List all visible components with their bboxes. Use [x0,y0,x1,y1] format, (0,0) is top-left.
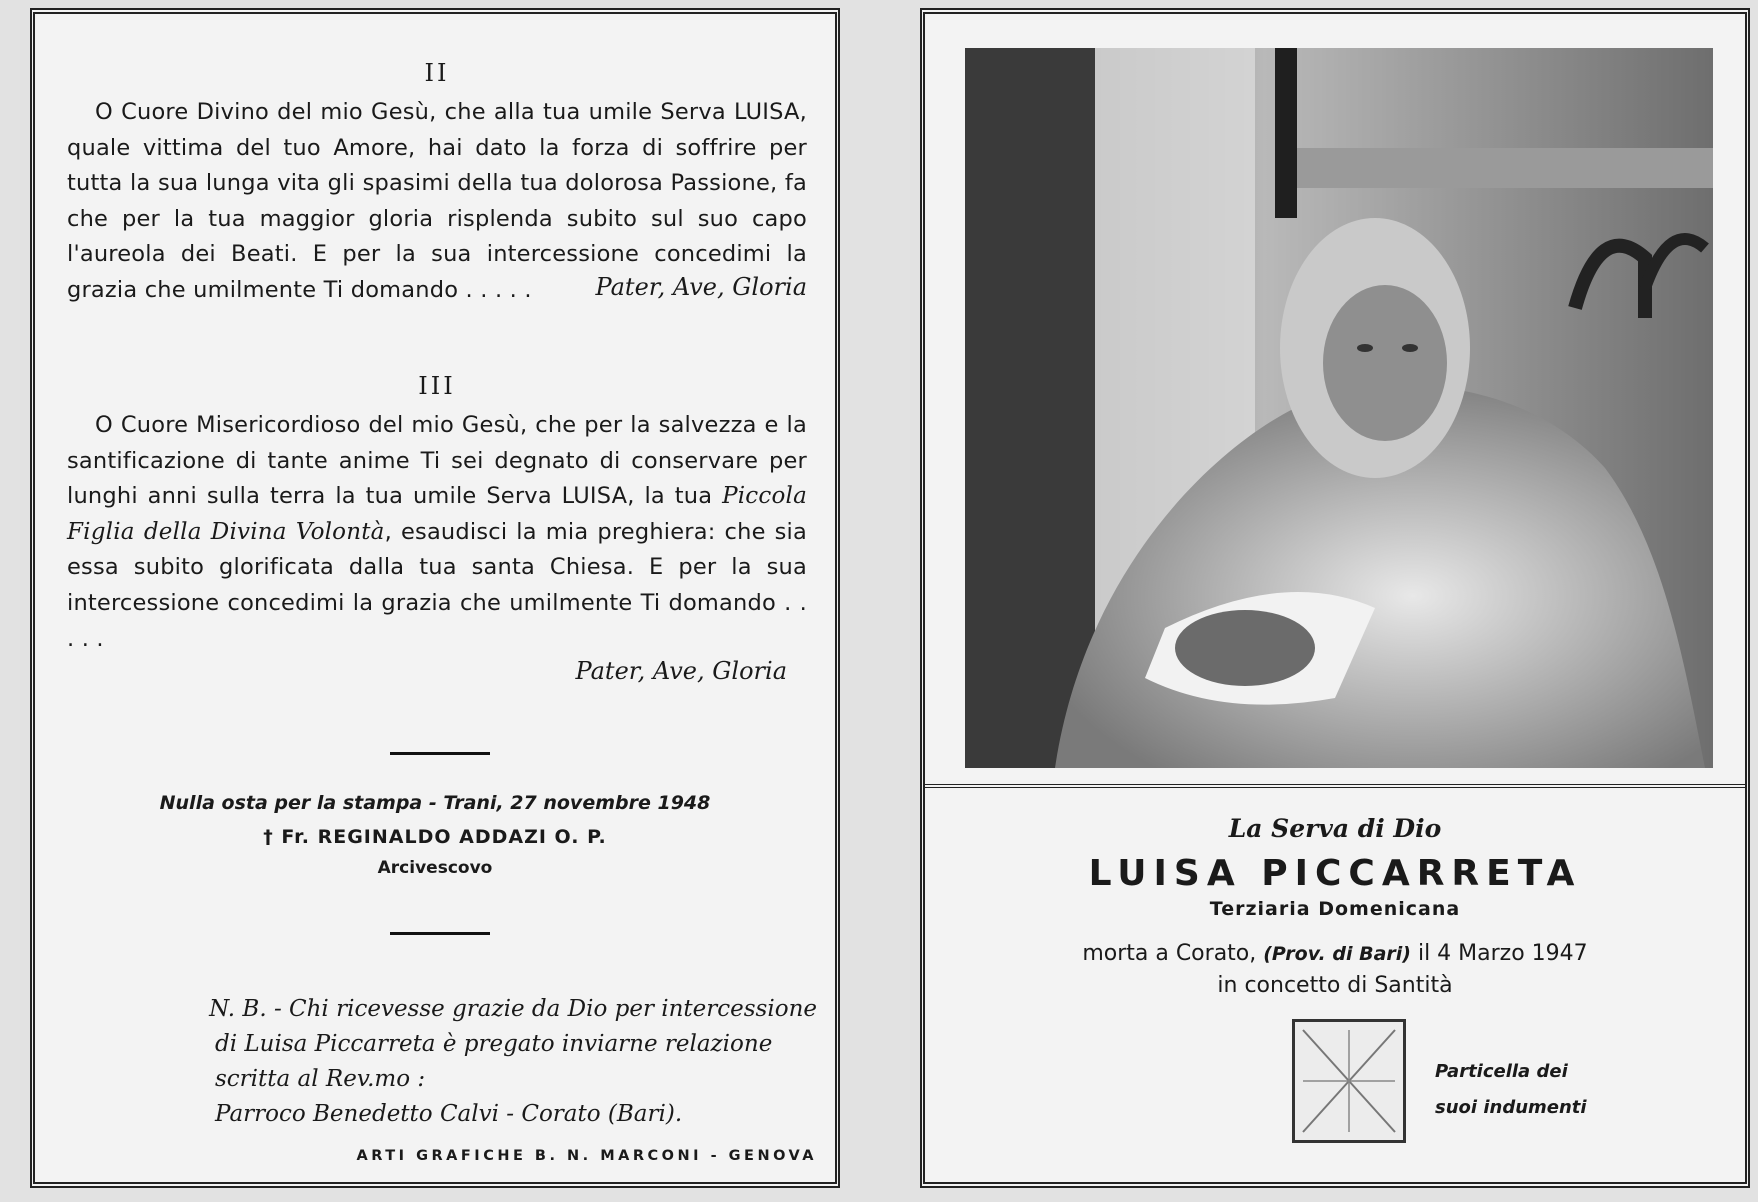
imprimatur [65,792,805,878]
relic-caption-line-2: suoi indumenti [1435,1097,1587,1118]
relic-cross-icon [1295,1022,1403,1140]
prayer-3-italic-phrase: Piccola Figlia della Divina Volontà [67,483,807,545]
prayer-3-text-before: O Cuore Misericordioso del mio Gesù, che per la salvezza e la santificazione di tante anime Ti sei degnato di conservare per lunghi anni sulla terra la tua umile Serva LUISA, la tua [67,412,807,510]
heading-serva: La Serva di Dio [1228,814,1442,843]
relic-caption [1435,1054,1587,1126]
nota-bene-line-3: Parroco Benedetto Calvi - Corato (Bari). [215,1101,683,1127]
printer-credit: ARTI GRAFICHE B. N. MARCONI - GENOVA [356,1148,817,1164]
relic-caption-line-1: Particella dei [1435,1061,1568,1082]
death-text-a: morta a Corato, [1082,941,1264,966]
left-card-page [30,8,840,1188]
religious-order: Terziaria Domenicana [1209,898,1461,920]
divider-rule-bottom [390,932,490,935]
archbishop-title: Arcivescovo [377,858,493,878]
right-card-page [920,8,1750,1188]
nota-bene-line-2: di Luisa Piccarreta è pregato inviarne relazione scritta al Rev.mo : [215,1031,773,1092]
death-text-date: il 4 Marzo 1947 [1410,941,1588,966]
prayer-3-text-after: , esaudisci la mia preghiera: che sia essa subito glorificata dalla tua santa Chiesa. E per la sua intercessione concedimi la grazia che umilmente Ti domando . . . . . [67,518,808,652]
prayer-2-numeral: II [424,59,450,87]
prayer-3-closing: Pater, Ave, Gloria [575,657,787,686]
subject-name: LUISA PICCARRETA [1088,853,1582,894]
portrait-photo [965,48,1713,768]
prayer-3-numeral: III [418,372,456,400]
archbishop-name: † Fr. REGINALDO ADDAZI O. P. [263,826,607,848]
nota-bene-line-1: N. B. - Chi ricevesse grazie da Dio per intercessione [209,996,817,1022]
portrait-illustration [965,48,1713,768]
prayer-2-closing: Pater, Ave, Gloria [595,272,807,301]
imprimatur-line: Nulla osta per la stampa - Trani, 27 novembre 1948 [159,792,711,814]
divider-rule-top [390,752,490,755]
nota-bene [65,992,817,1132]
relic-box [1292,1019,1406,1143]
title-block [925,814,1745,1002]
prayer-3-text [67,408,807,657]
prayer-2 [67,59,807,301]
death-text-province: (Prov. di Bari) [1263,943,1411,965]
prayer-2-text: O Cuore Divino del mio Gesù, che alla tua umile Serva LUISA, quale vittima del tuo Amore, hai dato la forza di soffrire per tutta la sua lunga vita gli spasimi della tua dolorosa Passione, fa che per la tua maggior gloria risplenda subito sul suo capo l'aureola dei Beati. E per la sua intercessione concedimi la grazia che umilmente Ti domando . . . . . [67,99,807,303]
death-line-2: in concetto di Santità [1217,973,1453,998]
prayer-3 [67,372,807,685]
photo-divider [925,784,1745,792]
death-line-1 [925,938,1745,970]
